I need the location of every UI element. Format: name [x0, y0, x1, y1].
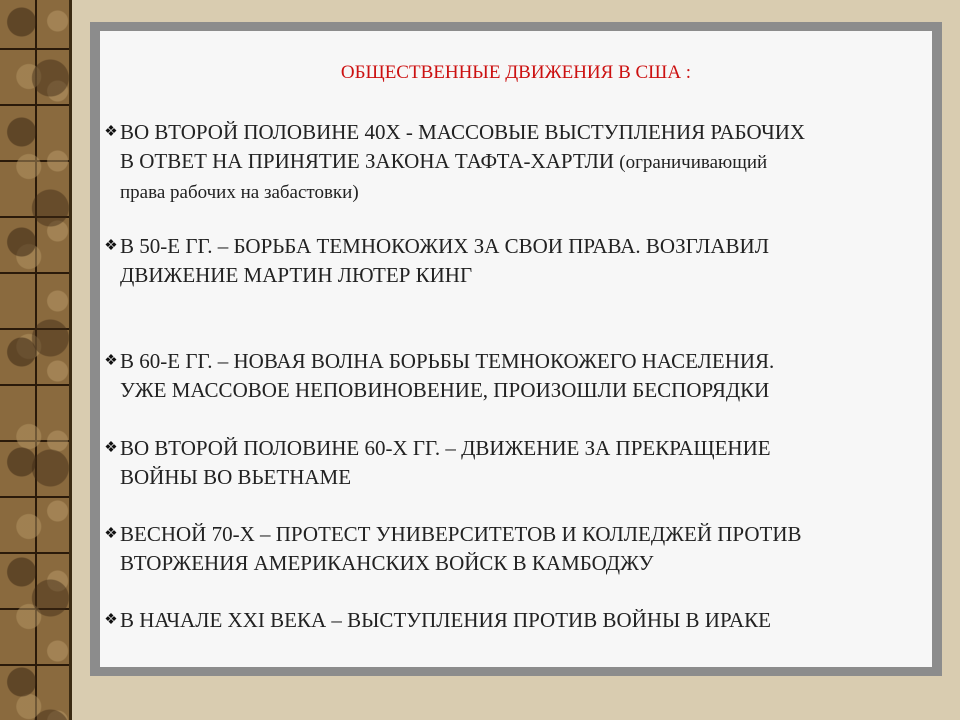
list-item	[102, 434, 771, 492]
diamond-bullet-icon: ❖	[104, 124, 118, 140]
list-item	[102, 347, 774, 405]
item-text: В 60-Е ГГ. – НОВАЯ ВОЛНА БОРЬБЫ ТЕМНОКОЖЕГО НАСЕЛЕНИЯ. УЖЕ МАССОВОЕ НЕПОВИНОВЕНИЕ, ПРОИЗОШЛИ БЕСПОРЯДКИ	[120, 349, 775, 402]
diamond-bullet-icon: ❖	[104, 353, 118, 369]
item-note: (ограничивающий права рабочих на забастовки)	[120, 152, 768, 203]
diamond-bullet-icon: ❖	[104, 440, 118, 456]
item-text: ВО ВТОРОЙ ПОЛОВИНЕ 60-Х ГГ. – ДВИЖЕНИЕ ЗА ПРЕКРАЩЕНИЕ ВОЙНЫ ВО ВЬЕТНАМЕ	[120, 436, 771, 489]
list-item	[102, 232, 769, 290]
decorative-strip	[0, 0, 72, 720]
item-text: В НАЧАЛЕ XXI ВЕКА – ВЫСТУПЛЕНИЯ ПРОТИВ ВОЙНЫ В ИРАКЕ	[120, 608, 771, 632]
list-item	[102, 520, 802, 578]
diamond-bullet-icon: ❖	[104, 612, 118, 628]
item-text: В 50-Е ГГ. – БОРЬБА ТЕМНОКОЖИХ ЗА СВОИ ПРАВА. ВОЗГЛАВИЛ ДВИЖЕНИЕ МАРТИН ЛЮТЕР КИНГ	[120, 234, 769, 287]
list-item	[102, 606, 771, 635]
item-text: ВО ВТОРОЙ ПОЛОВИНЕ 40Х - МАССОВЫЕ ВЫСТУПЛЕНИЯ РАБОЧИХ В ОТВЕТ НА ПРИНЯТИЕ ЗАКОНА ТАФТА-ХАРТЛИ	[120, 120, 806, 173]
diamond-bullet-icon: ❖	[104, 238, 118, 254]
diamond-bullet-icon: ❖	[104, 526, 118, 542]
list-item	[102, 118, 805, 207]
item-text: ВЕСНОЙ 70-Х – ПРОТЕСТ УНИВЕРСИТЕТОВ И КОЛЛЕДЖЕЙ ПРОТИВ ВТОРЖЕНИЯ АМЕРИКАНСКИХ ВОЙСК В КАМБОДЖУ	[120, 522, 802, 575]
slide-title: ОБЩЕСТВЕННЫЕ ДВИЖЕНИЯ В США :	[340, 62, 692, 83]
